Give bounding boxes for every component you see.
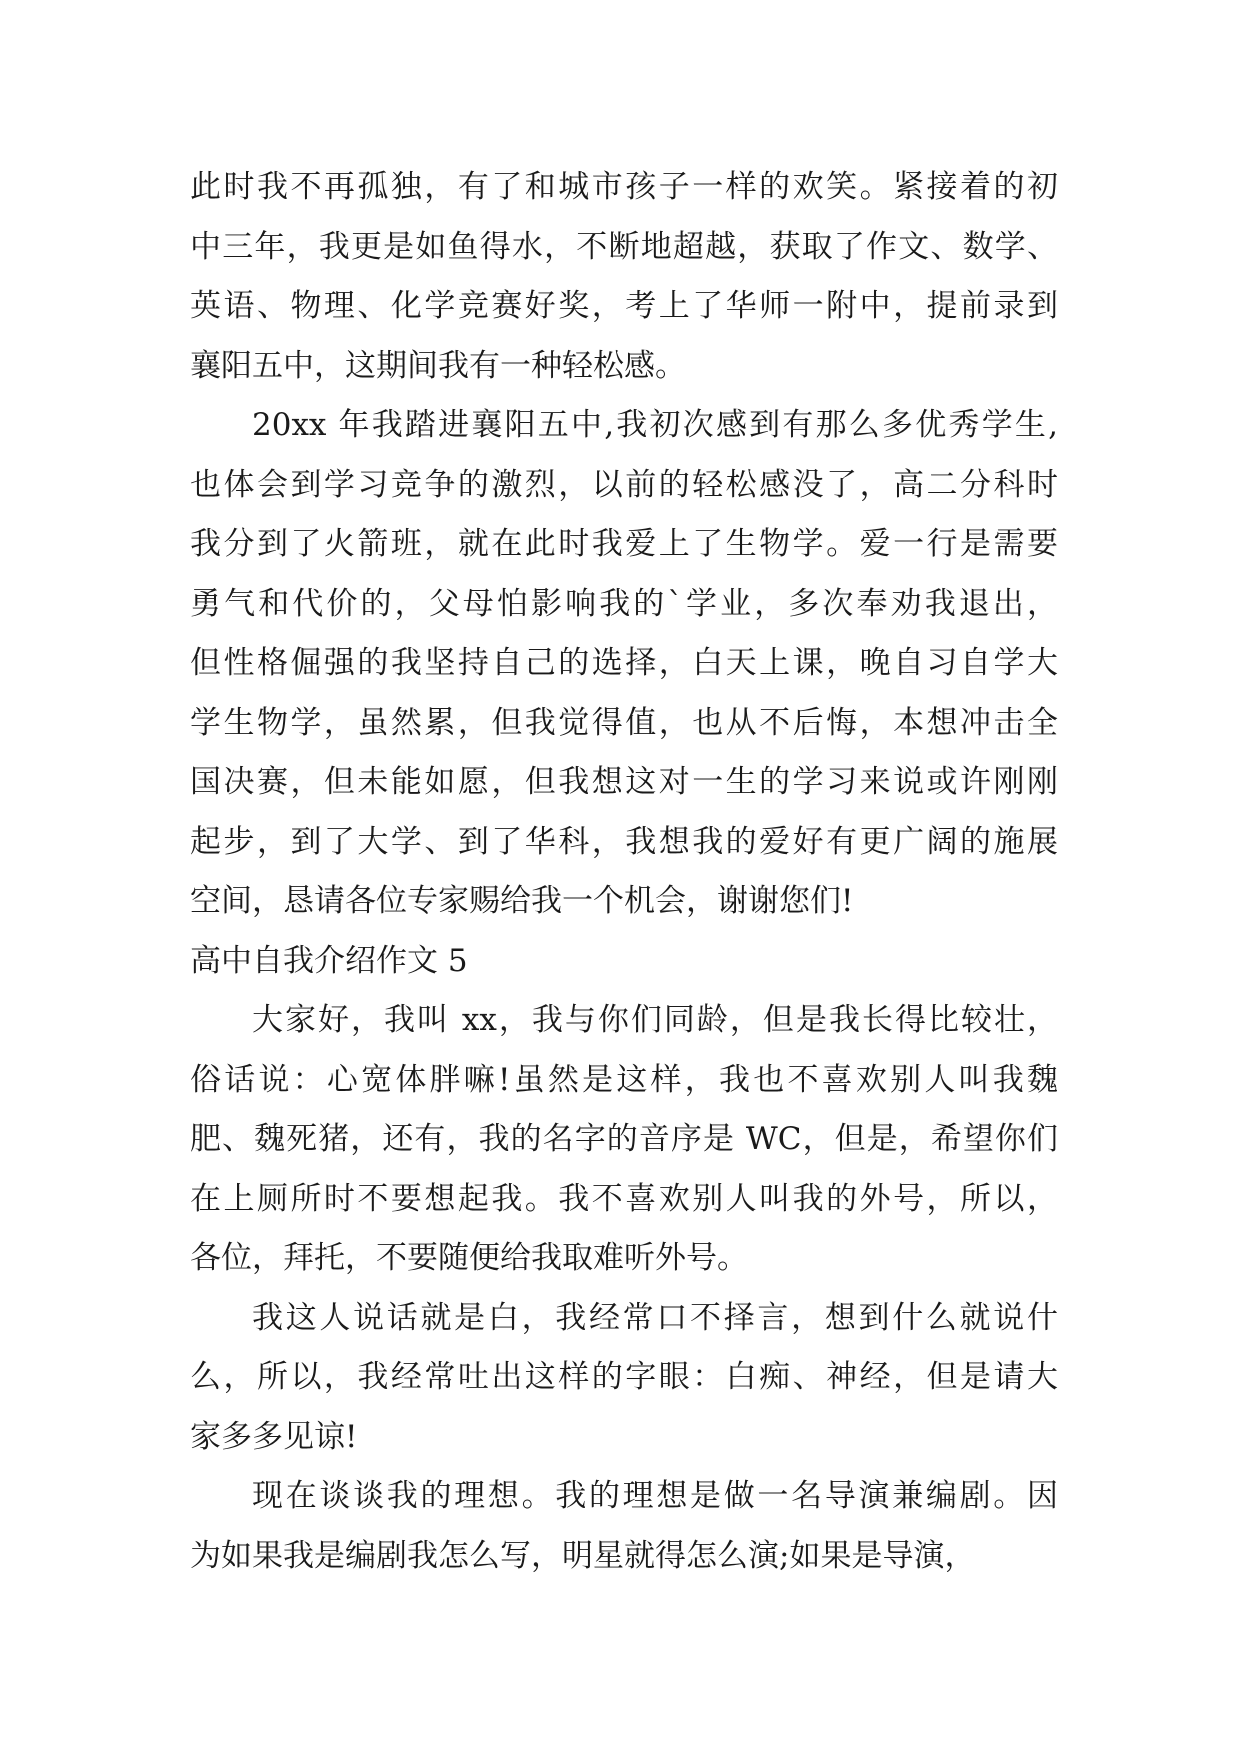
text-line: 家多多见谅! [190,1418,358,1455]
paragraph [190,396,1058,932]
paragraph [190,1467,1058,1586]
text-line: 各位，拜托，不要随便给我取难听外号。 [190,1240,748,1276]
paragraph-continuation [190,158,1058,396]
text-line: 俗话说：心宽体胖嘛!虽然是这样，我也不喜欢别人叫我魏 [190,1061,1058,1098]
text-line: 起步，到了大学、到了华科，我想我的爱好有更广阔的施展 [190,823,1058,860]
text-line: 也体会到学习竞争的激烈，以前的轻松感没了，高二分科时 [190,466,1058,503]
text-line: 空间，恳请各位专家赐给我一个机会，谢谢您们! [190,883,854,919]
text-line: 现在谈谈我的理想。我的理想是做一名导演兼编剧。因 [252,1478,1058,1514]
text-line: 肥、魏死猪，还有，我的名字的音序是 WC，但是，希望你们 [190,1121,1058,1157]
text-line: 大家好，我叫 xx，我与你们同龄，但是我长得比较壮， [252,1002,1058,1038]
text-line: 此时我不再孤独，有了和城市孩子一样的欢笑。紧接着的初 [190,169,1058,205]
text-line: 英语、物理、化学竞赛好奖，考上了华师一附中，提前录到 [190,288,1058,324]
text-line: 我这人说话就是白，我经常口不择言，想到什么就说什 [252,1299,1058,1336]
text-line: 勇气和代价的，父母怕影响我的`学业，多次奉劝我退出， [190,585,1058,622]
text-line: 国决赛，但未能如愿，但我想这对一生的学习来说或许刚刚 [190,764,1058,800]
text-line: 但性格倔强的我坚持自己的选择，白天上课，晚自习自学大 [190,645,1058,681]
text-line: 我分到了火箭班，就在此时我爱上了生物学。爱一行是需要 [190,526,1058,562]
text-line: 为如果我是编剧我怎么写，明星就得怎么演;如果是导演， [190,1537,976,1574]
paragraph [190,991,1058,1289]
paragraph [190,1289,1058,1468]
text-line: 中三年，我更是如鱼得水，不断地超越，获取了作文、数学、 [190,228,1058,265]
text-line: 20xx 年我踏进襄阳五中,我初次感到有那么多优秀学生, [252,407,1058,443]
section-heading: 高中自我介绍作文 5 [190,942,468,979]
text-line: 在上厕所时不要想起我。我不喜欢别人叫我的外号，所以， [190,1180,1058,1217]
text-line: 么，所以，我经常吐出这样的字眼：白痴、神经，但是请大 [190,1359,1058,1395]
text-line: 学生物学，虽然累，但我觉得值，也从不后悔，本想冲击全 [190,704,1058,741]
document-body [190,158,1058,1586]
text-line: 襄阳五中，这期间我有一种轻松感。 [190,347,686,384]
